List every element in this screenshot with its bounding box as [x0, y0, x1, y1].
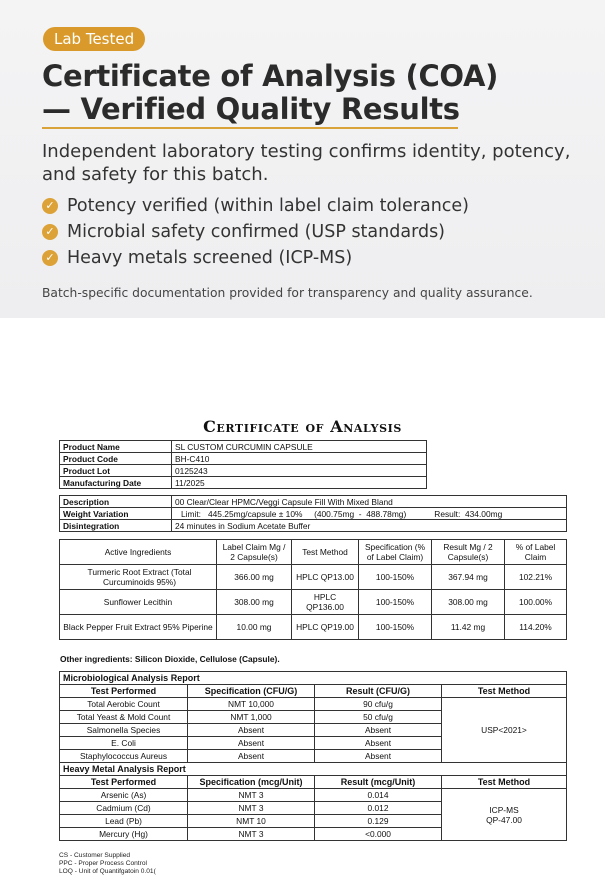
result: 90 cfu/g [315, 698, 442, 711]
result: Absent [315, 737, 442, 750]
feature-list [42, 193, 469, 271]
value-cell: SL CUSTOM CURCUMIN CAPSULE [172, 441, 427, 453]
table-row [60, 789, 567, 802]
weight-limit: Limit: 445.25mg/capsule ± 10% (400.75mg - 488.78mg) [181, 508, 407, 519]
spacer-cell [427, 465, 567, 477]
specification: 100-150% [359, 615, 432, 640]
specification: NMT 3 [188, 789, 315, 802]
transparency-note: Batch-specific documentation provided for transparency and quality assurance. [42, 286, 533, 300]
label-cell: Manufacturing Date [60, 477, 172, 489]
ingredient-name: Sunflower Lecithin [60, 590, 217, 615]
table-row [60, 477, 567, 489]
result: Absent [315, 750, 442, 763]
result: 50 cfu/g [315, 711, 442, 724]
label-cell: Product Lot [60, 465, 172, 477]
specification: NMT 1,000 [188, 711, 315, 724]
table-row [60, 698, 567, 711]
lab-tested-badge: Lab Tested [43, 27, 145, 51]
test-method-line-2: QP-47.00 [486, 814, 522, 825]
specification: Absent [188, 724, 315, 737]
test-performed: Cadmium (Cd) [60, 802, 188, 815]
specification: NMT 3 [188, 828, 315, 841]
table-row [60, 565, 567, 590]
value-cell: 11/2025 [172, 477, 427, 489]
specification: NMT 10,000 [188, 698, 315, 711]
footnotes [59, 852, 156, 876]
section-row [60, 672, 567, 685]
label-claim: 308.00 mg [217, 590, 292, 615]
hero-banner [0, 0, 605, 318]
ingredient-name: Turmeric Root Extract (Total Curcuminoids 95%) [60, 565, 217, 590]
specification: 100-150% [359, 565, 432, 590]
specification: 100-150% [359, 590, 432, 615]
check-icon: ✓ [42, 198, 58, 214]
result: 0.014 [315, 789, 442, 802]
result: 308.00 mg [432, 590, 505, 615]
feature-label: Heavy metals screened (ICP-MS) [67, 248, 353, 268]
specification: Absent [188, 737, 315, 750]
label-claim: 10.00 mg [217, 615, 292, 640]
section-row [60, 763, 567, 776]
value-cell: 0125243 [172, 465, 427, 477]
label-cell: Product Name [60, 441, 172, 453]
result: 0.129 [315, 815, 442, 828]
feature-label: Potency verified (within label claim tolerance) [67, 196, 469, 216]
page-title [42, 60, 582, 126]
spacer-cell [427, 453, 567, 465]
section-title: Heavy Metal Analysis Report [60, 763, 567, 776]
spacer-cell [427, 441, 567, 453]
column-header: % of Label Claim [505, 540, 567, 565]
test-performed: Salmonella Species [60, 724, 188, 737]
table-header-row [60, 540, 567, 565]
title-line-2: — Verified Quality Results [42, 92, 460, 126]
table-row [60, 520, 567, 532]
check-icon: ✓ [42, 224, 58, 240]
test-performed: Total Yeast & Mold Count [60, 711, 188, 724]
result: 367.94 mg [432, 565, 505, 590]
feature-item [42, 219, 469, 245]
footnote: CS - Customer Supplied [59, 852, 131, 859]
result: 0.012 [315, 802, 442, 815]
table-row [60, 453, 567, 465]
subtitle: Independent laboratory testing confirms identity, potency, and safety for this batch. [42, 141, 571, 185]
test-method [442, 789, 567, 841]
title-line-1: Certificate of Analysis (COA) [42, 59, 499, 93]
label-claim: 366.00 mg [217, 565, 292, 590]
active-ingredients-table [59, 539, 567, 640]
coa-title: Certificate of Analysis [203, 417, 402, 436]
value-cell: BH-C410 [172, 453, 427, 465]
feature-item [42, 245, 469, 271]
feature-item [42, 193, 469, 219]
value-cell [172, 508, 567, 520]
test-method: HPLC QP13.00 [292, 565, 359, 590]
result: <0.000 [315, 828, 442, 841]
table-row [60, 615, 567, 640]
specification: NMT 10 [188, 815, 315, 828]
specification: NMT 3 [188, 802, 315, 815]
result: Absent [315, 724, 442, 737]
other-ingredients: Other ingredients: Silicon Dioxide, Cellulose (Capsule). [60, 654, 280, 664]
label-cell: Weight Variation [60, 508, 172, 520]
column-header: Result (CFU/G) [315, 685, 442, 698]
table-header-row [60, 685, 567, 698]
value-cell: 00 Clear/Clear HPMC/Veggi Capsule Fill With Mixed Bland [172, 496, 567, 508]
percent-label-claim: 102.21% [505, 565, 567, 590]
column-header: Test Performed [60, 685, 188, 698]
column-header: Result (mcg/Unit) [315, 776, 442, 789]
test-performed: Staphylococcus Aureus [60, 750, 188, 763]
test-performed: Mercury (Hg) [60, 828, 188, 841]
weight-result: Result: 434.00mg [434, 508, 503, 519]
test-method-line-1: ICP-MS [489, 804, 519, 815]
column-header: Test Method [442, 776, 567, 789]
specification: Absent [188, 750, 315, 763]
table-header-row [60, 776, 567, 789]
column-header: Result Mg / 2 Capsule(s) [432, 540, 505, 565]
column-header: Specification (mcg/Unit) [188, 776, 315, 789]
column-header: Specification (% of Label Claim) [359, 540, 432, 565]
check-icon: ✓ [42, 250, 58, 266]
label-cell: Product Code [60, 453, 172, 465]
product-info-table [59, 440, 567, 489]
column-header: Active Ingredients [60, 540, 217, 565]
table-row [60, 508, 567, 520]
footnote: LOQ - Unit of Quantifgatoin 0.01( [59, 868, 156, 875]
section-title: Microbiological Analysis Report [60, 672, 567, 685]
test-performed: E. Coli [60, 737, 188, 750]
title-underline [42, 127, 458, 129]
percent-label-claim: 114.20% [505, 615, 567, 640]
ingredient-name: Black Pepper Fruit Extract 95% Piperine [60, 615, 217, 640]
table-row [60, 465, 567, 477]
table-row [60, 496, 567, 508]
column-header: Test Method [442, 685, 567, 698]
percent-label-claim: 100.00% [505, 590, 567, 615]
column-header: Test Method [292, 540, 359, 565]
column-header: Specification (CFU/G) [188, 685, 315, 698]
feature-label: Microbial safety confirmed (USP standards) [67, 222, 446, 242]
column-header: Label Claim Mg / 2 Capsule(s) [217, 540, 292, 565]
column-header: Test Performed [60, 776, 188, 789]
test-performed: Arsenic (As) [60, 789, 188, 802]
test-method: HPLC QP19.00 [292, 615, 359, 640]
test-method: HPLC QP136.00 [292, 590, 359, 615]
product-details-table [59, 495, 567, 532]
table-row [60, 590, 567, 615]
test-performed: Lead (Pb) [60, 815, 188, 828]
test-performed: Total Aerobic Count [60, 698, 188, 711]
value-cell: 24 minutes in Sodium Acetate Buffer [172, 520, 567, 532]
table-row [60, 441, 567, 453]
footnote: PPC - Proper Process Control [59, 860, 147, 867]
test-method: USP<2021> [442, 698, 567, 763]
label-cell: Disintegration [60, 520, 172, 532]
microbiological-table [59, 671, 567, 841]
label-cell: Description [60, 496, 172, 508]
spacer-cell [427, 477, 567, 489]
result: 11.42 mg [432, 615, 505, 640]
